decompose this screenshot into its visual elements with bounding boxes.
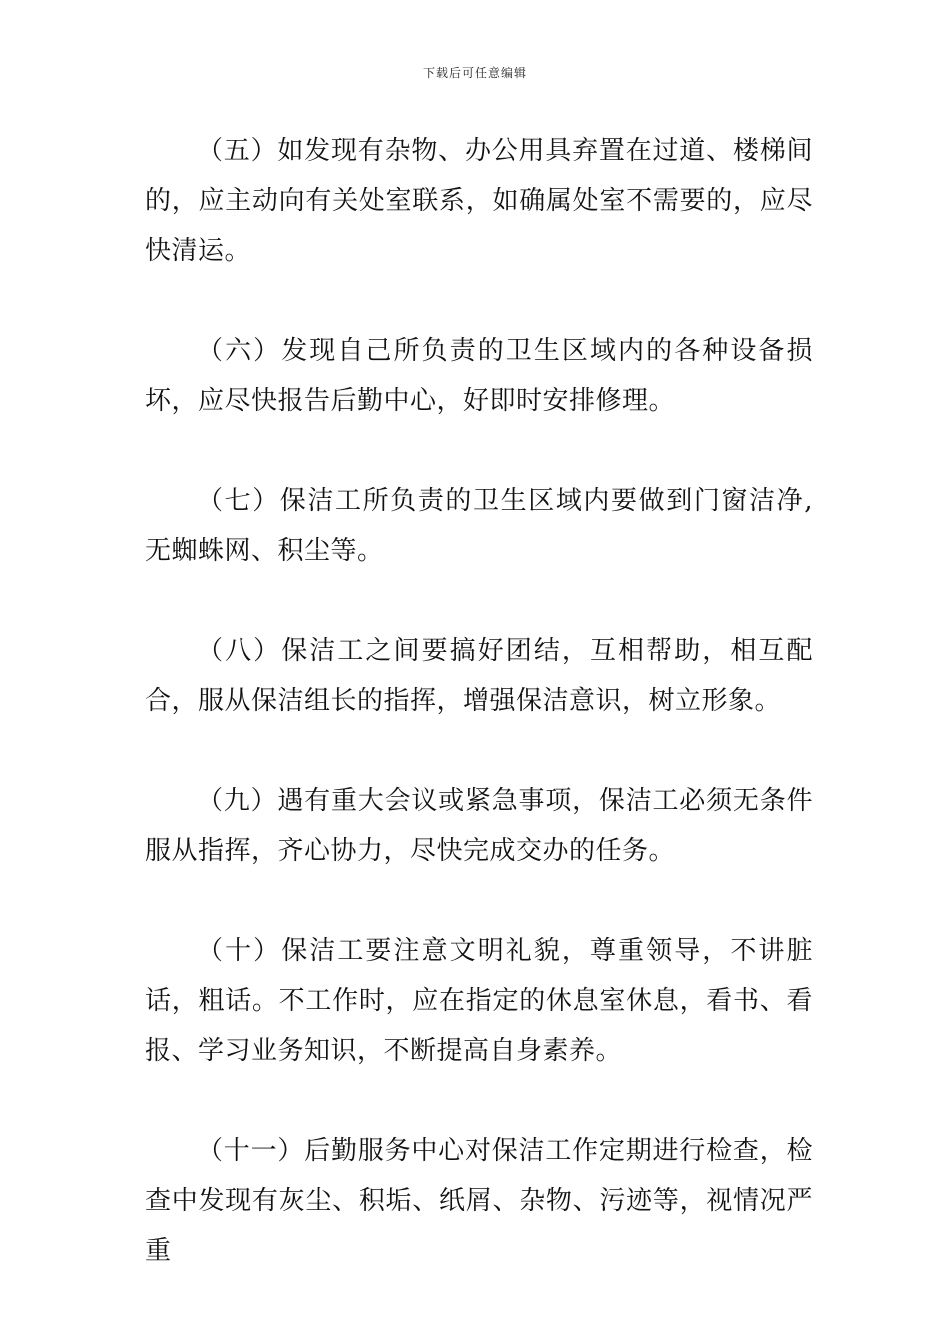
paragraph-10: （十）保洁工要注意文明礼貌，尊重领导，不讲脏话，粗话。不工作时，应在指定的休息室休息，看书、看报、学习业务知识，不断提高自身素养。 bbox=[145, 936, 813, 1066]
page-header-note: 下载后可任意编辑 bbox=[422, 66, 527, 80]
paragraph-6: （六）发现自己所负责的卫生区域内的各种设备损坏，应尽快报告后勤中心，好即时安排修理。 bbox=[145, 336, 813, 416]
paragraph-11: （十一）后勤服务中心对保洁工作定期进行检查，检查中发现有灰尘、积垢、纸屑、杂物、污迹等，视情况严重 bbox=[145, 1136, 813, 1266]
paragraph-5: （五）如发现有杂物、办公用具弃置在过道、楼梯间的，应主动向有关处室联系，如确属处室不需要的，应尽快清运。 bbox=[145, 136, 813, 266]
paragraph-7: （七）保洁工所负责的卫生区域内要做到门窗洁净,无蜘蛛网、积尘等。 bbox=[145, 486, 813, 566]
paragraph-8: （八）保洁工之间要搞好团结，互相帮助，相互配合，服从保洁组长的指挥，增强保洁意识，树立形象。 bbox=[145, 636, 813, 716]
paragraph-9: （九）遇有重大会议或紧急事项，保洁工必须无条件服从指挥，齐心协力，尽快完成交办的任务。 bbox=[145, 786, 813, 866]
document-body bbox=[145, 126, 813, 1326]
